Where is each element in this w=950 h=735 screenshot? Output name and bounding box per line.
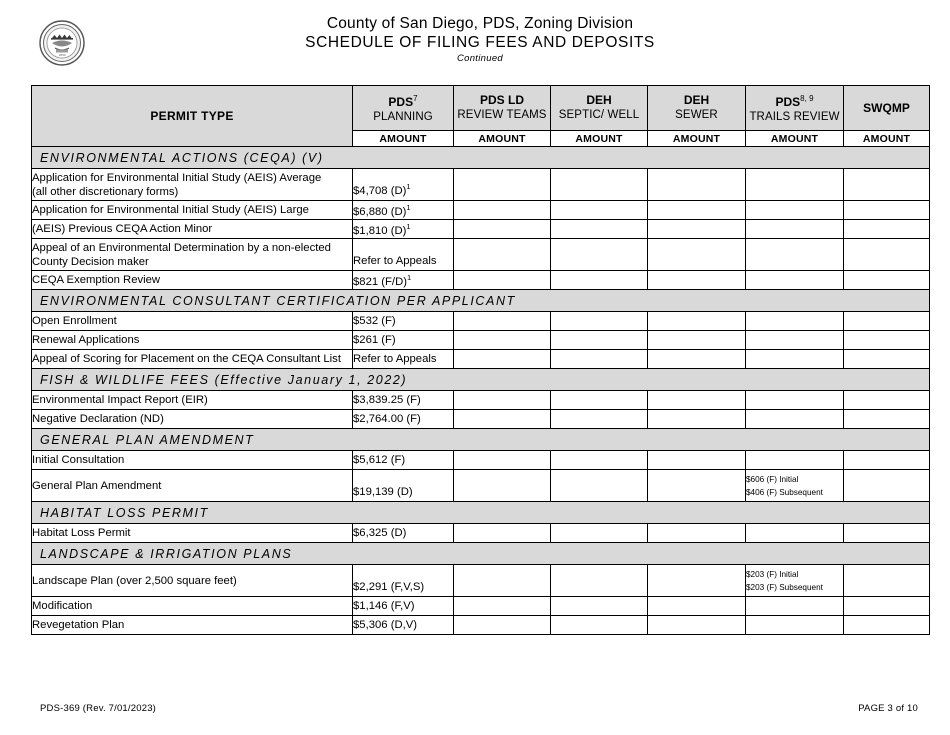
fee-cell-deh-septic <box>551 597 648 616</box>
permit-type-cell <box>32 169 353 201</box>
permit-type-line: Habitat Loss Permit <box>32 527 131 539</box>
fee-cell-pds-planning <box>353 312 454 331</box>
fee-cell-pds-planning <box>353 350 454 369</box>
table-header <box>32 86 930 147</box>
fee-amount: $5,612 (F) <box>353 454 406 466</box>
fee-amount: $1,810 (D) <box>353 224 407 237</box>
fee-cell-swqmp <box>844 312 930 331</box>
section-title: ENVIRONMENTAL ACTIONS (CEQA) (V) <box>40 150 324 165</box>
section-title: HABITAT LOSS PERMIT <box>40 505 209 520</box>
fee-cell-pds-planning <box>353 201 454 220</box>
fee-cell-deh-sewer <box>648 331 746 350</box>
fee-cell-pds-ld <box>454 565 551 597</box>
fee-cell-swqmp <box>844 451 930 470</box>
fee-cell-pds-trails <box>746 616 844 635</box>
fee-cell-pds-ld <box>454 350 551 369</box>
permit-type-line: Environmental Impact Report (EIR) <box>32 394 208 406</box>
permit-type-line: (all other discretionary forms) <box>32 185 179 198</box>
fee-amount: $2,764.00 (F) <box>353 413 421 425</box>
column-header-pds-planning-top: PDS$^7$ <box>388 94 418 109</box>
fee-row <box>32 524 930 543</box>
fee-row <box>32 597 930 616</box>
fee-row <box>32 169 930 201</box>
fee-cell-pds-planning <box>353 391 454 410</box>
fee-cell-pds-planning <box>353 565 454 597</box>
fee-cell-pds-planning <box>353 597 454 616</box>
column-header-pds-trails <box>746 86 844 131</box>
fee-cell-swqmp <box>844 565 930 597</box>
fee-cell-swqmp <box>844 201 930 220</box>
permit-type-cell <box>32 565 353 597</box>
fee-cell-deh-sewer <box>648 470 746 502</box>
column-header-pds-trails-sub: TRAILS REVIEW <box>749 111 840 123</box>
permit-type-cell <box>32 470 353 502</box>
fee-amount: $1,146 (F,V) <box>353 600 415 612</box>
fee-row <box>32 271 930 290</box>
amount-label-swqmp: AMOUNT <box>844 131 930 147</box>
fee-cell-pds-planning <box>353 451 454 470</box>
column-header-deh-sewer-top: DEH <box>683 93 710 107</box>
fee-row <box>32 331 930 350</box>
section-title: ENVIRONMENTAL CONSULTANT CERTIFICATION PER APPLICANT <box>40 293 516 308</box>
fee-amount: $6,880 (D) <box>353 205 407 218</box>
fee-cell-deh-septic <box>551 410 648 429</box>
fee-cell-pds-planning <box>353 470 454 502</box>
fee-cell-pds-trails <box>746 565 844 597</box>
section-header-row <box>32 429 930 451</box>
fee-cell-deh-septic <box>551 470 648 502</box>
page-number: PAGE 3 of 10 <box>858 703 918 714</box>
fee-amount: $532 (F) <box>353 315 396 327</box>
fee-amount: Refer to Appeals <box>353 353 437 365</box>
fee-cell-swqmp <box>844 391 930 410</box>
fee-amount: $3,839.25 (F) <box>353 394 421 406</box>
permit-type-cell <box>32 271 353 290</box>
section-title: FISH & WILDLIFE FEES (Effective January 1, 2022) <box>40 372 408 387</box>
svg-text:1850: 1850 <box>58 53 66 57</box>
fee-cell-pds-ld <box>454 201 551 220</box>
fee-cell-deh-sewer <box>648 201 746 220</box>
fee-cell-pds-ld <box>454 470 551 502</box>
fee-cell-pds-trails <box>746 350 844 369</box>
fee-cell-pds-trails <box>746 391 844 410</box>
fee-cell-pds-trails <box>746 451 844 470</box>
section-header-cell <box>32 147 930 169</box>
section-header-row <box>32 369 930 391</box>
continued-label: Continued <box>456 53 503 64</box>
permit-type-line: Open Enrollment <box>32 315 117 327</box>
column-header-pds-planning <box>353 86 454 131</box>
amount-label-deh-sewer: AMOUNT <box>648 131 746 147</box>
fee-amount-initial: $203 (F) Initial <box>746 569 799 579</box>
fee-cell-pds-planning <box>353 220 454 239</box>
fee-amount: $821 (F/D) <box>353 275 407 288</box>
fee-cell-deh-sewer <box>648 451 746 470</box>
column-header-deh-sewer-sub: SEWER <box>675 109 718 121</box>
permit-type-cell <box>32 410 353 429</box>
fee-cell-deh-sewer <box>648 410 746 429</box>
footnote-ref-8-9: 8, 9 <box>800 94 814 103</box>
fee-cell-pds-ld <box>454 271 551 290</box>
fee-row <box>32 220 930 239</box>
section-header-cell <box>32 502 930 524</box>
section-header-row <box>32 290 930 312</box>
fee-cell-deh-septic <box>551 271 648 290</box>
fee-cell-deh-septic <box>551 201 648 220</box>
fee-amount: $4,708 (D) <box>353 185 407 197</box>
column-header-pds-ld-top: PDS LD <box>479 93 524 107</box>
permit-type-line: Negative Declaration (ND) <box>32 413 164 425</box>
fee-cell-pds-planning <box>353 524 454 543</box>
permit-type-line: County Decision maker <box>32 255 149 268</box>
fee-row <box>32 350 930 369</box>
permit-type-cell <box>32 524 353 543</box>
permit-type-line: Appeal of Scoring for Placement on the CEQA Consultant List <box>32 353 341 365</box>
footnote-ref-7: 7 <box>413 94 418 103</box>
fee-cell-pds-planning <box>353 239 454 271</box>
fee-cell-swqmp <box>844 470 930 502</box>
amount-label-pds-planning: AMOUNT <box>353 131 454 147</box>
fee-cell-pds-planning <box>353 410 454 429</box>
fee-cell-deh-septic <box>551 616 648 635</box>
fee-cell-swqmp <box>844 271 930 290</box>
fee-cell-deh-sewer <box>648 239 746 271</box>
amount-label-pds-ld: AMOUNT <box>454 131 551 147</box>
section-header-cell <box>32 429 930 451</box>
permit-type-cell <box>32 312 353 331</box>
footnote-ref: 1 <box>406 221 411 231</box>
fee-cell-deh-sewer <box>648 391 746 410</box>
column-header-swqmp-top: SWQMP <box>863 100 910 115</box>
column-header-permit-type-label: PERMIT TYPE <box>150 109 234 123</box>
fee-row <box>32 410 930 429</box>
fee-cell-deh-septic <box>551 524 648 543</box>
permit-type-line: Initial Consultation <box>32 454 125 466</box>
fee-cell-swqmp <box>844 616 930 635</box>
fee-cell-deh-septic <box>551 312 648 331</box>
fee-cell-pds-trails <box>746 239 844 271</box>
footnote-ref: 1 <box>406 202 411 212</box>
column-header-pds-ld <box>454 86 551 131</box>
column-header-deh-septic <box>551 86 648 131</box>
fee-cell-deh-sewer <box>648 271 746 290</box>
fee-cell-deh-septic <box>551 391 648 410</box>
page-header <box>0 0 950 80</box>
section-header-cell <box>32 290 930 312</box>
permit-type-line: Appeal of an Environmental Determination by a non-elected <box>32 241 331 254</box>
fee-cell-swqmp <box>844 169 930 201</box>
permit-type-line: Renewal Applications <box>32 334 140 346</box>
section-header-row <box>32 502 930 524</box>
section-header-cell <box>32 543 930 565</box>
fee-cell-deh-sewer <box>648 524 746 543</box>
fee-cell-pds-trails <box>746 524 844 543</box>
fee-cell-pds-trails <box>746 220 844 239</box>
fee-cell-pds-ld <box>454 391 551 410</box>
permit-type-cell <box>32 597 353 616</box>
page-footer <box>40 703 918 714</box>
fee-row <box>32 312 930 331</box>
fee-cell-swqmp <box>844 597 930 616</box>
fee-cell-deh-septic <box>551 331 648 350</box>
permit-type-cell <box>32 391 353 410</box>
fee-cell-pds-ld <box>454 331 551 350</box>
header-row-titles <box>32 86 930 131</box>
fee-cell-pds-ld <box>454 239 551 271</box>
permit-type-line: CEQA Exemption Review <box>32 274 161 286</box>
permit-type-line: Revegetation Plan <box>32 619 125 631</box>
fee-cell-swqmp <box>844 220 930 239</box>
fee-cell-pds-trails <box>746 312 844 331</box>
footnote-ref: 1 <box>406 182 411 192</box>
fee-cell-pds-ld <box>454 451 551 470</box>
county-seal-icon <box>38 19 86 67</box>
column-header-permit-type <box>32 86 353 147</box>
document-title-block <box>180 14 780 65</box>
fee-cell-pds-trails <box>746 169 844 201</box>
fee-cell-pds-trails <box>746 410 844 429</box>
fee-cell-pds-planning <box>353 169 454 201</box>
fee-row <box>32 470 930 502</box>
permit-type-cell <box>32 616 353 635</box>
fee-cell-pds-ld <box>454 312 551 331</box>
permit-type-cell <box>32 239 353 271</box>
fee-cell-pds-trails <box>746 597 844 616</box>
fee-cell-pds-ld <box>454 524 551 543</box>
fee-amount: $5,306 (D,V) <box>353 619 418 631</box>
column-header-pds-ld-sub: REVIEW TEAMS <box>457 109 547 121</box>
fee-cell-deh-sewer <box>648 565 746 597</box>
fee-row <box>32 565 930 597</box>
column-header-deh-septic-top: DEH <box>586 93 612 107</box>
fee-cell-pds-planning <box>353 271 454 290</box>
table-body <box>32 147 930 635</box>
fee-cell-pds-trails <box>746 201 844 220</box>
fee-amount: $6,325 (D) <box>353 527 407 539</box>
fee-row <box>32 201 930 220</box>
agency-title: County of San Diego, PDS, Zoning Division <box>326 15 634 32</box>
fee-cell-deh-sewer <box>648 169 746 201</box>
permit-type-line: Landscape Plan (over 2,500 square feet) <box>32 574 237 587</box>
fee-cell-swqmp <box>844 331 930 350</box>
permit-type-line: Application for Environmental Initial Study (AEIS) Average <box>32 171 322 184</box>
fee-amount-subsequent: $406 (F) Subsequent <box>746 487 823 497</box>
amount-label-pds-trails: AMOUNT <box>746 131 844 147</box>
column-header-deh-septic-sub: SEPTIC/ WELL <box>558 109 640 121</box>
amount-label-deh-septic: AMOUNT <box>551 131 648 147</box>
column-header-pds-trails-top: PDS$^{8, 9}$ <box>775 94 814 109</box>
fee-amount-initial: $606 (F) Initial <box>746 474 799 484</box>
fee-cell-pds-ld <box>454 616 551 635</box>
fee-cell-deh-septic <box>551 239 648 271</box>
section-header-row <box>32 543 930 565</box>
fee-cell-deh-sewer <box>648 350 746 369</box>
fee-cell-pds-ld <box>454 220 551 239</box>
fee-cell-pds-ld <box>454 169 551 201</box>
fee-cell-deh-septic <box>551 565 648 597</box>
fee-cell-deh-septic <box>551 350 648 369</box>
column-header-swqmp <box>844 86 930 131</box>
fee-amount: $2,291 (F,V,S) <box>353 581 425 593</box>
fee-cell-pds-trails <box>746 271 844 290</box>
fee-cell-swqmp <box>844 410 930 429</box>
fee-row <box>32 391 930 410</box>
form-identifier: PDS-369 (Rev. 7/01/2023) <box>40 703 157 714</box>
fee-cell-swqmp <box>844 239 930 271</box>
permit-type-cell <box>32 331 353 350</box>
fee-cell-deh-septic <box>551 451 648 470</box>
fee-cell-deh-sewer <box>648 220 746 239</box>
fee-cell-swqmp <box>844 524 930 543</box>
fee-cell-pds-planning <box>353 616 454 635</box>
section-header-row <box>32 147 930 169</box>
fee-amount: $19,139 (D) <box>353 486 413 498</box>
fee-row <box>32 239 930 271</box>
fee-row <box>32 616 930 635</box>
footnote-ref: 1 <box>407 272 412 282</box>
permit-type-cell <box>32 201 353 220</box>
permit-type-line: Modification <box>32 600 93 612</box>
fee-amount: $261 (F) <box>353 334 396 346</box>
fee-row <box>32 451 930 470</box>
fee-cell-deh-septic <box>551 169 648 201</box>
fee-cell-pds-trails <box>746 331 844 350</box>
fee-amount: Refer to Appeals <box>353 255 437 267</box>
fee-cell-swqmp <box>844 350 930 369</box>
fee-cell-pds-planning <box>353 331 454 350</box>
permit-type-line: (AEIS) Previous CEQA Action Minor <box>32 223 213 235</box>
fee-cell-pds-ld <box>454 410 551 429</box>
fee-cell-deh-sewer <box>648 616 746 635</box>
section-title: LANDSCAPE & IRRIGATION PLANS <box>40 546 293 561</box>
permit-type-cell <box>32 451 353 470</box>
fee-cell-deh-sewer <box>648 312 746 331</box>
fee-schedule-table <box>31 85 930 635</box>
fee-cell-deh-septic <box>551 220 648 239</box>
fee-amount-subsequent: $203 (F) Subsequent <box>746 582 823 592</box>
fee-cell-pds-ld <box>454 597 551 616</box>
permit-type-cell <box>32 350 353 369</box>
permit-type-cell <box>32 220 353 239</box>
section-header-cell <box>32 369 930 391</box>
permit-type-line: General Plan Amendment <box>32 479 162 492</box>
permit-type-line: Application for Environmental Initial Study (AEIS) Large <box>32 204 309 216</box>
document-title: SCHEDULE OF FILING FEES AND DEPOSITS <box>305 34 655 51</box>
column-header-deh-sewer <box>648 86 746 131</box>
fee-cell-pds-trails <box>746 470 844 502</box>
section-title: GENERAL PLAN AMENDMENT <box>40 432 255 447</box>
column-header-pds-planning-sub: PLANNING <box>373 111 433 123</box>
fee-cell-deh-sewer <box>648 597 746 616</box>
